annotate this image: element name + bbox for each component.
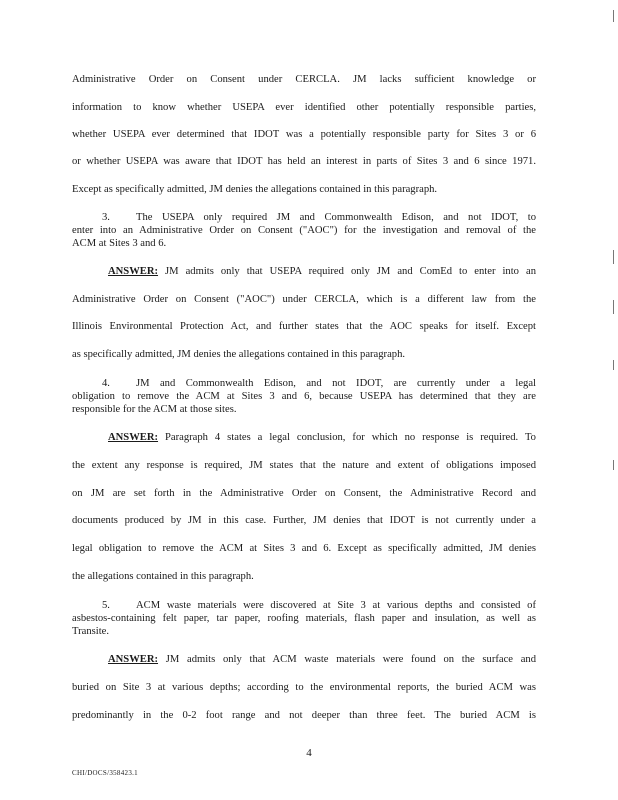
answer-line: predominantly in the 0-2 foot range and not deeper than three feet. The buried ACM is — [72, 710, 536, 721]
answer-line: buried on Site 3 at various depths; according to the environmental reports, the buried ACM was — [72, 682, 536, 693]
answer-text: JM admits only that USEPA required only JM and ComEd to enter into an — [165, 266, 536, 277]
paragraph-number: 5. — [102, 600, 110, 611]
answer-text: JM admits only that ACM waste materials were found on the surface and — [165, 654, 536, 665]
allegation-line: responsible for the ACM at those sites. — [72, 404, 237, 415]
allegation-line: ACM at Sites 3 and 6. — [72, 238, 167, 249]
answer-text: Paragraph 4 states a legal conclusion, for which no response is required. To — [165, 432, 536, 443]
paragraph-number: 4. — [102, 378, 110, 389]
text-line: Except as specifically admitted, JM denies the allegations contained in this paragraph. — [72, 184, 438, 195]
page-number: 4 — [306, 747, 312, 759]
answer-line: legal obligation to remove the ACM at Sites 3 and 6. Except as specifically admitted, JM denies — [72, 543, 536, 554]
text-line: information to know whether USEPA ever identified other potentially responsible parties, — [72, 102, 536, 113]
answer-line: Administrative Order on Consent ("AOC") under CERCLA, which is a different law from the — [72, 294, 536, 305]
answer-line: Illinois Environmental Protection Act, and further states that the AOC speaks for itself. Except — [72, 321, 536, 332]
answer-line: documents produced by JM in this case. Further, JM denies that IDOT is not currently under a — [72, 515, 536, 526]
answer-line: as specifically admitted, JM denies the allegations contained in this paragraph. — [72, 349, 406, 360]
allegation-text: The USEPA only required JM and Commonwealth Edison, and not IDOT, to — [136, 212, 536, 223]
scan-margin-marks — [608, 0, 614, 800]
text-line: or whether USEPA was aware that IDOT has held an interest in parts of Sites 3 and 6 since 1971. — [72, 156, 536, 167]
document-id: CHI/DOCS/358423.1 — [72, 769, 138, 777]
allegation-line — [72, 211, 536, 224]
answer-line — [72, 431, 536, 444]
allegation-text: JM and Commonwealth Edison, and not IDOT, are currently under a legal — [136, 378, 536, 389]
text-line: whether USEPA ever determined that IDOT was a potentially responsible party for Sites 3 or 6 — [72, 129, 536, 140]
allegation-line: enter into an Administrative Order on Consent ("AOC") for the investigation and removal of the — [72, 225, 536, 236]
answer-label: ANSWER: — [108, 654, 159, 665]
allegation-line: obligation to remove the ACM at Sites 3 and 6, because USEPA has determined that they are — [72, 391, 536, 402]
answer-label: ANSWER: — [108, 432, 159, 443]
text-line: Administrative Order on Consent under CERCLA. JM lacks sufficient knowledge or — [72, 74, 536, 85]
allegation-line — [72, 599, 536, 612]
answer-line: the extent any response is required, JM states that the nature and extent of obligations imposed — [72, 460, 536, 471]
allegation-text: ACM waste materials were discovered at Site 3 at various depths and consisted of — [136, 600, 536, 611]
answer-line — [72, 265, 536, 278]
allegation-line: Transite. — [72, 626, 109, 637]
paragraph-number: 3. — [102, 212, 110, 223]
answer-line: the allegations contained in this paragraph. — [72, 571, 254, 582]
answer-line: on JM are set forth in the Administrative Order on Consent, the Administrative Record and — [72, 488, 536, 499]
allegation-line: asbestos-containing felt paper, tar paper, roofing materials, flash paper and insulation, as well as — [72, 613, 536, 624]
allegation-line — [72, 377, 536, 390]
answer-label: ANSWER: — [108, 266, 159, 277]
answer-line — [72, 653, 536, 666]
